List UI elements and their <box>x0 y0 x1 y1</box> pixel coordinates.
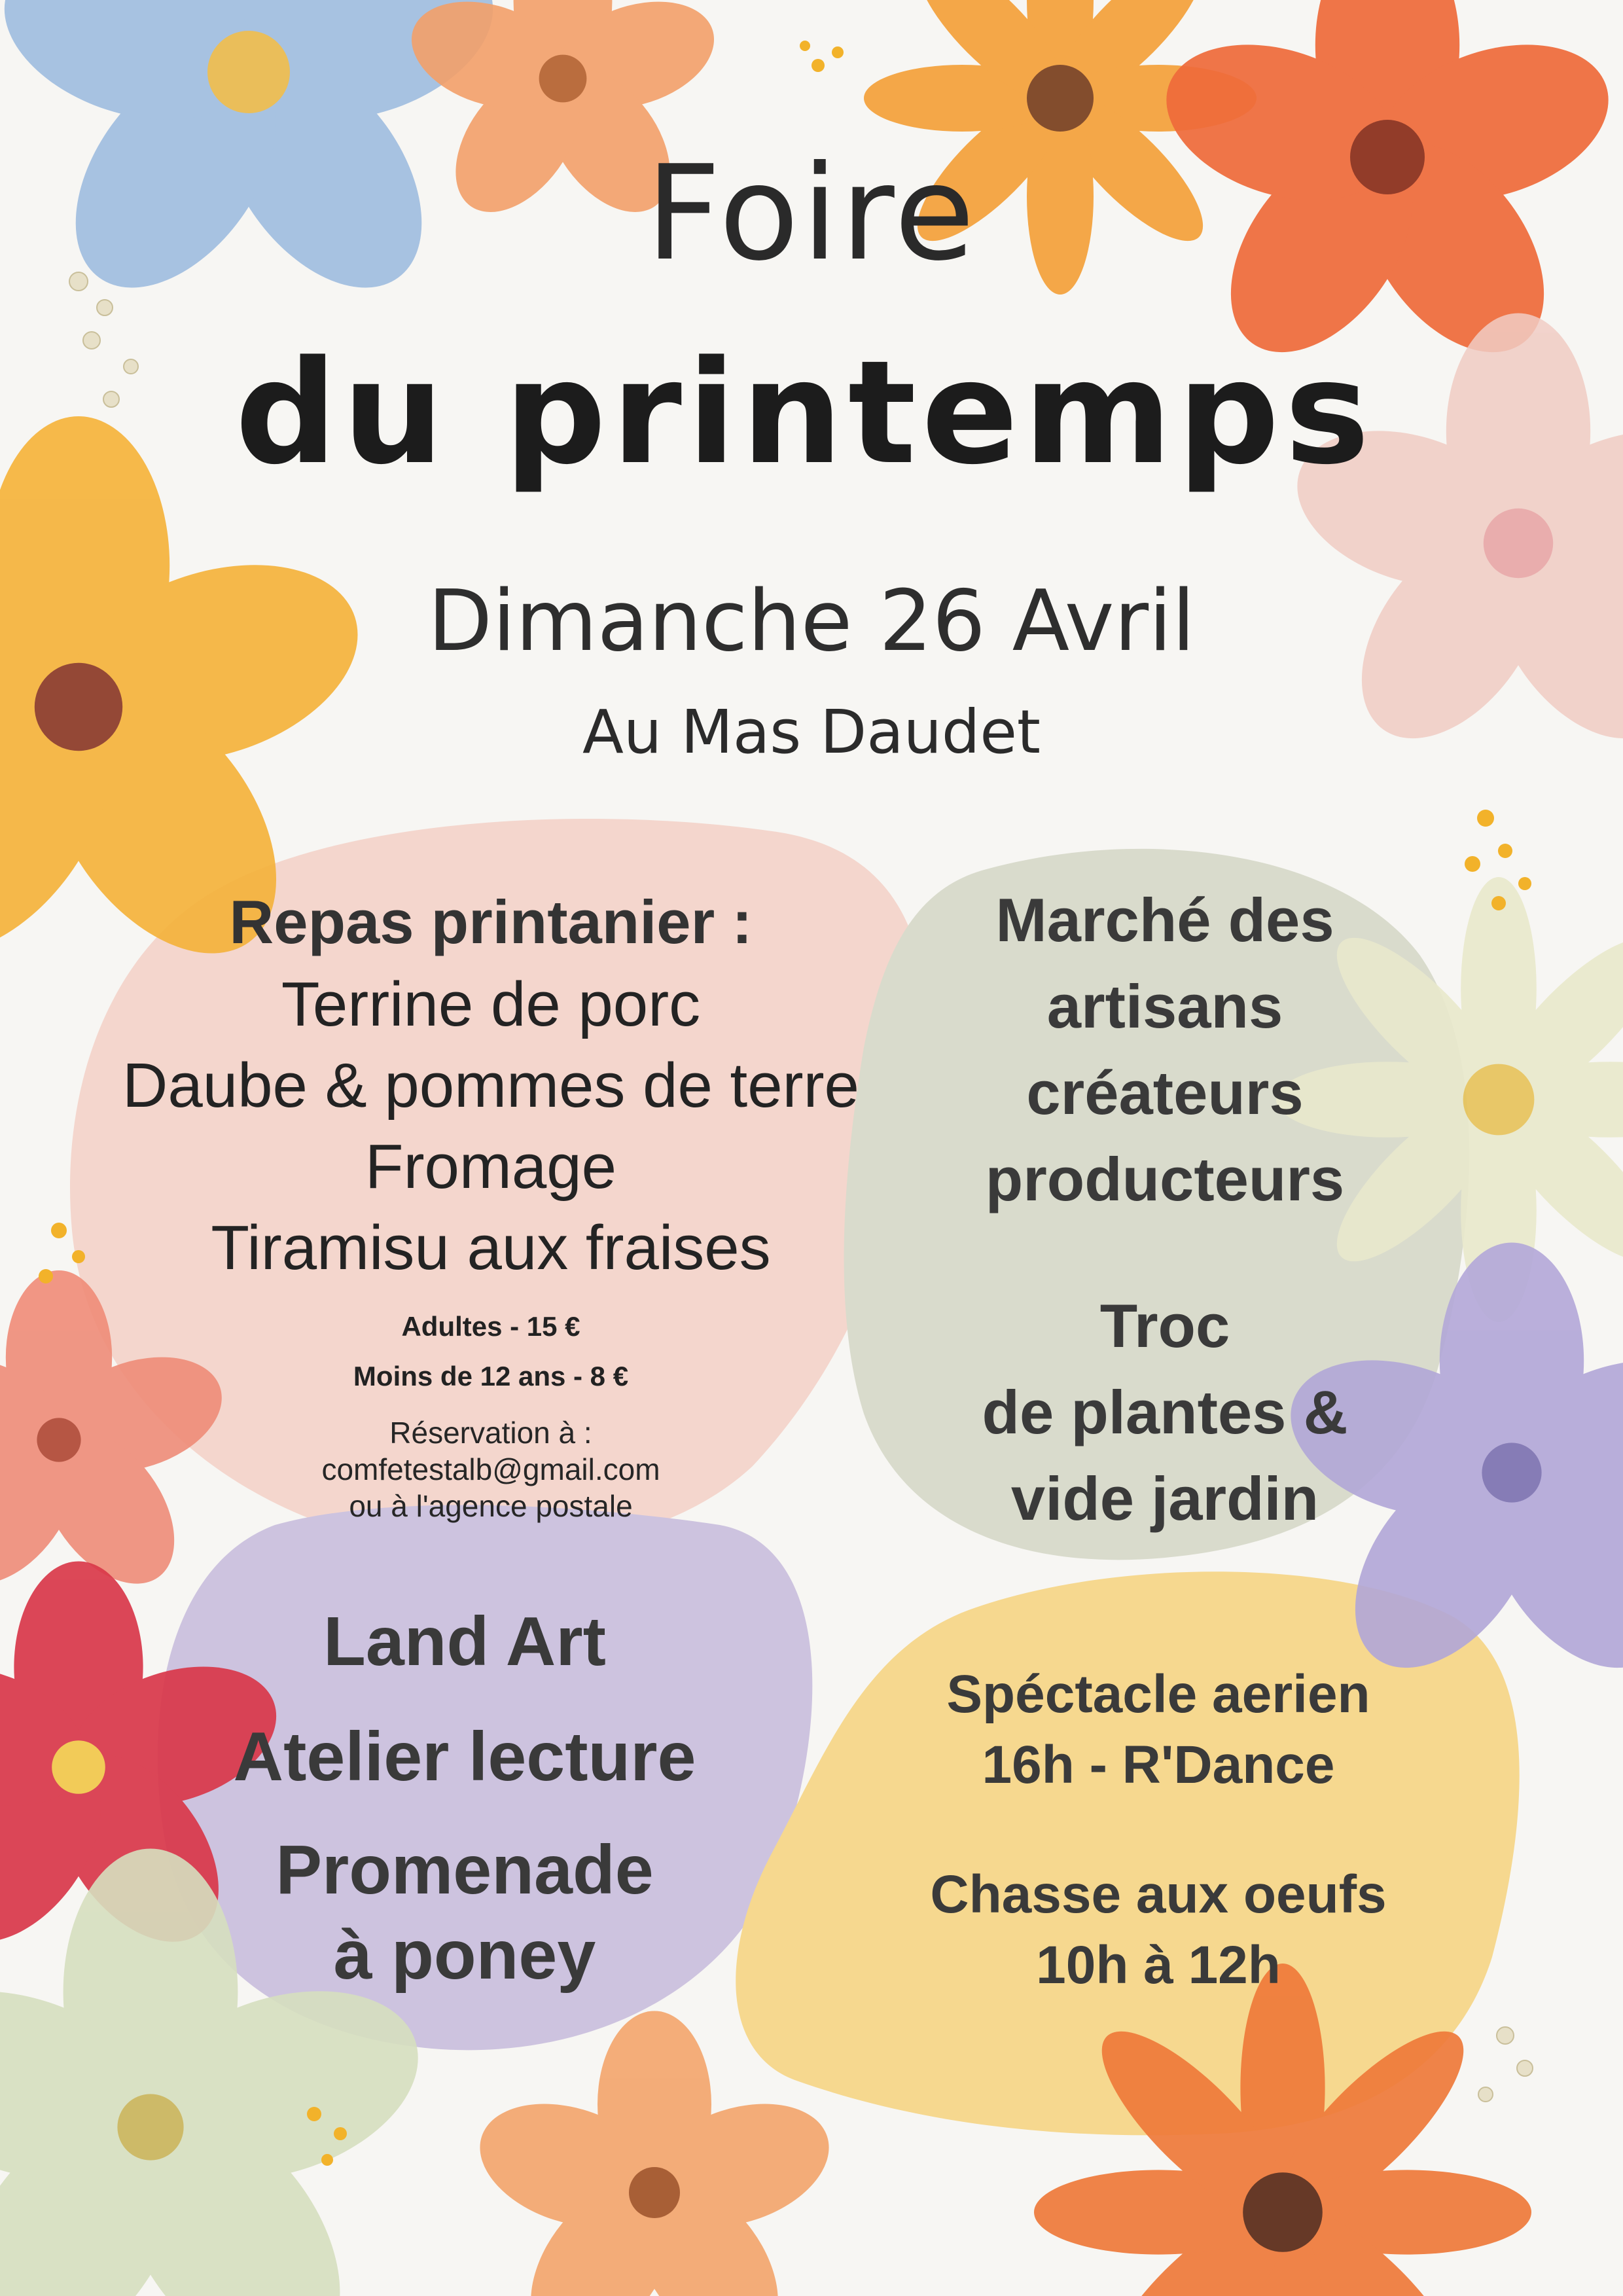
menu-heading: Repas printanier : <box>229 888 753 956</box>
reservation-label: Réservation à : <box>389 1416 592 1450</box>
egg-hunt-line: Chasse aux oeufs <box>930 1865 1387 1924</box>
market-line: Marché des <box>995 886 1334 954</box>
show-line: 16h - R'Dance <box>982 1735 1335 1795</box>
activity-line: Promenade <box>276 1831 654 1909</box>
market-line: producteurs <box>985 1145 1345 1213</box>
activities-section <box>164 1584 766 1998</box>
show-section <box>851 1659 1466 2001</box>
activity-line: à poney <box>333 1916 596 1994</box>
market-line: artisans <box>1046 972 1283 1041</box>
title-foire: Foire <box>645 137 978 290</box>
title-du-printemps: du printemps <box>235 331 1375 496</box>
menu-section <box>46 880 936 1524</box>
show-line: Spéctacle aerien <box>946 1664 1370 1724</box>
event-place: Au Mas Daudet <box>582 697 1041 767</box>
menu-dish: Daube & pommes de terre <box>122 1050 859 1121</box>
swap-line: Troc <box>1099 1291 1230 1360</box>
reservation-alt: ou à l'agence postale <box>349 1489 633 1523</box>
egg-hunt-line: 10h à 12h <box>1036 1935 1281 1995</box>
menu-dish: Tiramisu aux fraises <box>211 1213 771 1283</box>
menu-dish: Fromage <box>365 1132 617 1202</box>
bottom-orange-daisy-icon <box>1034 1964 1531 2296</box>
swap-line: de plantes & <box>982 1378 1348 1446</box>
activity-line: Land Art <box>323 1603 606 1680</box>
activity-line: Atelier lecture <box>233 1718 696 1795</box>
swap-line: vide jardin <box>1010 1464 1319 1533</box>
menu-dish: Terrine de porc <box>281 969 701 1039</box>
bottom-orange-flower-icon <box>464 2011 845 2296</box>
market-section <box>903 877 1427 1542</box>
market-line: créateurs <box>1026 1058 1304 1127</box>
price-adults: Adultes - 15 € <box>401 1311 580 1342</box>
reservation-email: comfetestalb@gmail.com <box>321 1452 660 1486</box>
price-children: Moins de 12 ans - 8 € <box>353 1361 629 1391</box>
event-date: Dimanche 26 Avril <box>427 573 1196 670</box>
